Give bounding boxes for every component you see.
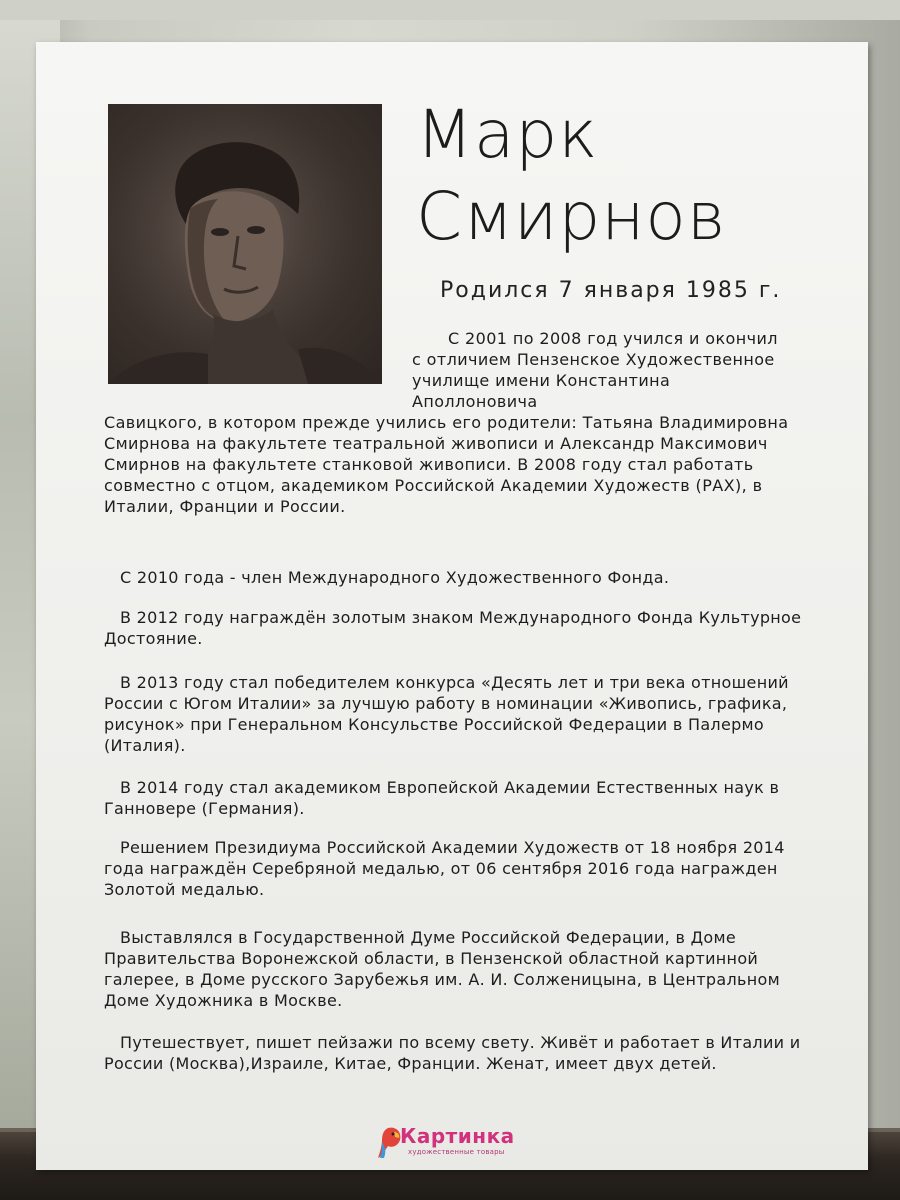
portrait-figure xyxy=(108,104,382,384)
logo-name: Картинка xyxy=(400,1124,515,1148)
artist-last-name: Смирнов xyxy=(416,178,727,255)
artist-name xyxy=(416,94,846,258)
bio-paragraph-2012: В 2012 году награждён золотым знаком Международного Фонда Культурное Достояние. xyxy=(104,608,802,648)
portrait-painting xyxy=(108,104,382,384)
bio-paragraph-intro-b: Савицкого, в котором прежде учились его родители: Татьяна Владимировна Смирнова на факультете театральной живописи и Александр Максимович Смирнов на факультете станковой живописи. В 2008 году стал работать совместно с отцом, академиком Российской Академии Художеств (РАХ), в Италии, Франции и России. xyxy=(104,413,789,516)
logo-tagline: художественные товары xyxy=(408,1148,505,1156)
bio-paragraph-exhibitions: Выставлялся в Государственной Думе Российской Федерации, в Доме Правительства Воронежской области, в Пензенской областной картинной галерее, в Доме русского Зарубежья им. А. И. Солженицына, в Центральном Доме Художника в Москве. xyxy=(104,928,780,1010)
background-frame xyxy=(0,0,900,20)
bio-paragraph-intro-a: С 2001 по 2008 год учился и окончил с отличием Пензенское Художественное училище имени Константина Аполлоновича xyxy=(412,329,778,411)
poster-board xyxy=(36,42,868,1170)
sponsor-logo xyxy=(374,1122,544,1162)
birth-date: Родился 7 января 1985 г. xyxy=(440,278,782,303)
bio-paragraph-2010: С 2010 года - член Международного Художественного Фонда. xyxy=(120,568,670,587)
bio-paragraph-medals: Решением Президиума Российской Академии Художеств от 18 ноября 2014 года награждён Серебряной медалью, от 06 сентября 2016 года награжден Золотой медалью. xyxy=(104,838,785,899)
artist-first-name: Марк xyxy=(416,96,599,173)
bio-paragraph-2013: В 2013 году стал победителем конкурса «Десять лет и три века отношений России с Югом Италии» за лучшую работу в номинации «Живопись, графика, рисунок» при Генеральном Консульстве Российской Федерации в Палермо (Италия). xyxy=(104,673,789,755)
bio-paragraph-2014: В 2014 году стал академиком Европейской Академии Естественных наук в Ганновере (Германия). xyxy=(104,778,780,818)
bio-paragraph-travel: Путешествует, пишет пейзажи по всему свету. Живёт и работает в Италии и России (Москва),Израиле, Китае, Франции. Женат, имеет двух детей. xyxy=(104,1033,801,1073)
